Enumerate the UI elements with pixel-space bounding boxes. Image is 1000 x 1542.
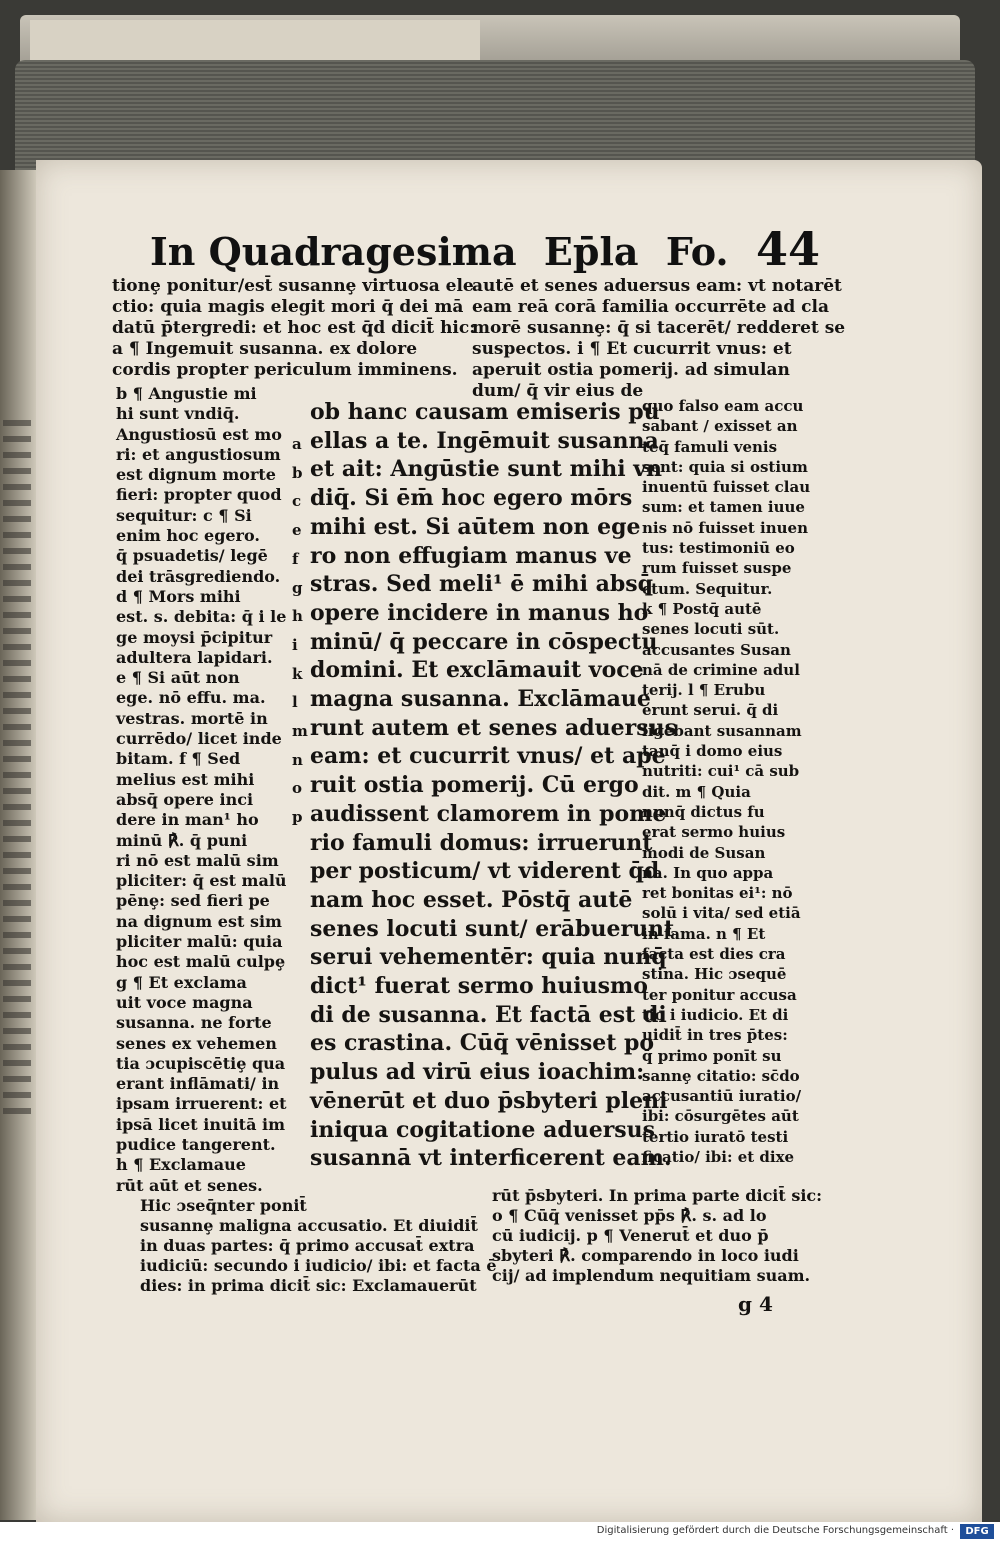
main-text-line: opere incidere in manus ho <box>310 599 649 626</box>
main-text-line: ruit ostia pomerij. Cū ergo <box>310 772 639 799</box>
commentary-line: susannȩ maligna accusatio. Et diuidit̄ <box>140 1216 478 1235</box>
gloss-line: solū i vita/ sed etiā <box>642 904 801 923</box>
commentary-line: in duas partes: q̄ primo accusat̄ extra <box>140 1236 475 1255</box>
signature-mark: g 4 <box>738 1292 773 1316</box>
gloss-line: ege. nō effu. ma. <box>116 688 266 708</box>
gloss-line: erunt serui. q̄ di <box>642 701 779 720</box>
gloss-line: senes locuti sūt. <box>642 620 780 639</box>
gloss-line: rūt aūt et senes. <box>116 1175 263 1195</box>
gloss-marker: a <box>292 435 302 453</box>
main-text-line: et ait: Angūstie sunt mihi vn <box>310 456 662 483</box>
gloss-line: tertio iuratō testi <box>642 1127 789 1146</box>
commentary-line: cordis propter periculum imminens. <box>112 360 458 380</box>
commentary-line: cū iudicij. p ¶ Venerut̄ et duo p̄ <box>492 1226 769 1245</box>
gloss-line: na. In quo appa <box>642 863 774 882</box>
main-text-line: per posticum/ vt viderent q̄d <box>310 858 660 885</box>
gloss-line: sent: quia si ostium <box>642 457 808 476</box>
footer-credit: Digitalisierung gefördert durch die Deutsche Forschungsgemeinschaft · <box>596 1525 954 1536</box>
main-text-line: runt autem et senes aduersus <box>310 714 677 741</box>
gloss-line: ligebant susannam <box>642 721 802 740</box>
main-text-line: ellas a te. Ingēmuit susanna <box>310 427 659 454</box>
gloss-line: dei trāsgrediendo. <box>116 566 281 586</box>
book-top-label <box>30 20 480 60</box>
gloss-line: senes ex vehemen <box>116 1033 277 1053</box>
gloss-line: inuentū fuisset clau <box>642 478 811 497</box>
commentary-line: o ¶ Cūq̄ venisset pp̄s ℟. s. ad lo <box>492 1206 767 1225</box>
main-text-line: diq̄. Si ēm̄ hoc egero mōrs <box>310 485 633 512</box>
gloss-line: ibi: cōsurgētes aūt <box>642 1107 799 1126</box>
commentary-line: morē susannȩ: q̄ si tacerēt/ redderet se <box>472 318 846 338</box>
commentary-line: dies: in prima dicit̄ sic: Exclamauerūt <box>140 1276 477 1295</box>
main-text-line: pulus ad virū eius ioachim: <box>310 1059 645 1086</box>
commentary-top-left <box>112 276 476 381</box>
gloss-marker: p <box>292 808 303 827</box>
gloss-line: ficatio/ ibi: et dixe <box>642 1147 795 1166</box>
gloss-line: tus: testimoniū eo <box>642 539 795 558</box>
main-text-line: dict¹ fuerat sermo huiusmo <box>310 973 648 1000</box>
gloss-marker: i <box>292 635 298 654</box>
commentary-line: aperuit ostia pomerij. ad simulan <box>472 360 790 380</box>
commentary-line: dum/ q̄ vir eius de <box>472 381 644 401</box>
gloss-line: erat sermo huius <box>642 823 786 842</box>
gloss-line: tanq̄ i domo eius <box>642 742 783 761</box>
commentary-line: suspectos. i ¶ Et cucurrit vnus: et <box>472 339 792 359</box>
running-head <box>150 222 820 276</box>
running-head-title: In Quadragesima <box>150 229 517 274</box>
gloss-marker: o <box>292 779 303 798</box>
commentary-line: datū p̄tergredi: et hoc est q̄d dicit̄ hic: <box>112 318 476 338</box>
gloss-line: pliciter: q̄ est malū <box>116 871 287 891</box>
gloss-marker: k <box>292 664 303 683</box>
page-block-edge <box>15 60 975 170</box>
gloss-marker: b <box>292 463 303 482</box>
commentary-line: eam reā corā familia occurrēte ad cla <box>472 297 830 317</box>
gloss-line: ri nō est malū sim <box>116 850 279 870</box>
gloss-line: h ¶ Exclamaue <box>116 1155 246 1175</box>
commentary-line: rūt p̄sbyteri. In prima parte dicit̄ sic: <box>492 1186 823 1205</box>
main-text-line: vēnerūt et duo p̄sbyteri pleni <box>310 1087 668 1114</box>
main-text-line: senes locuti sunt/ erābuerunt <box>310 915 675 942</box>
main-text-line: audissent clamorem in pome <box>310 800 667 827</box>
gloss-line: b ¶ Angustie mi <box>116 384 257 403</box>
facing-page <box>0 170 40 1520</box>
main-text-line: es crastina. Cūq̄ vēnisset po <box>310 1030 655 1057</box>
gloss-line: sannȩ citatio: sc̄do <box>642 1066 800 1085</box>
main-text-line: magna susanna. Exclāmaue <box>310 686 651 713</box>
gloss-line: ipsam irruerent: et <box>116 1094 287 1114</box>
gloss-line: stina. Hic ɔsequē <box>642 965 787 984</box>
gloss-line: enim hoc egero. <box>116 526 260 546</box>
gloss-line: nis nō fuisset inuen <box>642 518 809 537</box>
gloss-line: dere in man¹ ho <box>116 810 259 830</box>
gloss-line: na dignum est sim <box>116 911 282 931</box>
running-head-folio: Fo. <box>665 229 729 274</box>
main-markers <box>292 430 308 832</box>
commentary-line: a ¶ Ingemuit susanna. ex dolore <box>112 339 418 359</box>
folio-number: 44 <box>755 222 820 276</box>
main-text-line: ro non effugiam manus ve <box>310 542 632 569</box>
main-text-line: serui vehementēr: quia nunq̄ <box>310 944 667 971</box>
gloss-line: sum: et tamen iuue <box>642 498 805 517</box>
gloss-line: ter ponitur accusa <box>642 985 797 1004</box>
gloss-line: uidit̄ in tres p̄tes: <box>642 1026 788 1045</box>
main-text-line: susannā vt interficerent eam. <box>310 1145 672 1172</box>
gloss-line: ge moysi p̄cipitur <box>116 627 273 647</box>
main-text-line: nam hoc esset. Pōstq̄ autē <box>310 886 633 913</box>
gloss-line: nunq̄ dictus fu <box>642 802 765 821</box>
gloss-line: absq̄ opere inci <box>116 789 254 809</box>
gloss-left <box>116 384 287 1196</box>
commentary-line: autē et senes aduersus eam: vt notarēt <box>472 276 842 296</box>
gloss-line: melius est mihi <box>116 769 255 789</box>
gloss-line: bitam. f ¶ Sed <box>116 749 241 769</box>
gloss-line: rum fuisset suspe <box>642 559 792 578</box>
gloss-line: teq̄ famuli venis <box>642 437 778 456</box>
gloss-line: modi de Susan <box>642 843 766 862</box>
gloss-line: pliciter malū: quia <box>116 932 283 952</box>
gloss-line: accusantiū iuratio/ <box>642 1087 802 1106</box>
gloss-line: ipsā licet inuitā im <box>116 1114 286 1134</box>
gloss-marker: g <box>292 578 303 597</box>
gloss-marker: l <box>292 693 298 712</box>
commentary-bottom-left <box>140 1196 497 1296</box>
gloss-line: tio i iudicio. Et di <box>642 1005 789 1024</box>
commentary-line: Hic ɔseq̄nter ponit̄ <box>140 1196 307 1215</box>
gloss-line: ret bonitas ei¹: nō <box>642 884 793 903</box>
commentary-bottom-right <box>492 1186 822 1286</box>
gloss-marker: f <box>292 549 299 568</box>
commentary-line: tionȩ ponitur/est̄ susannȩ virtuosa ele <box>112 276 474 296</box>
main-text-line: ob hanc causam emiseris pu <box>310 399 660 425</box>
gloss-line: uit voce magna <box>116 992 253 1012</box>
gloss-marker: c <box>292 492 302 511</box>
gloss-line: q̄ psuadetis/ legē <box>116 546 268 566</box>
gloss-line: q̄ primo ponīt su <box>642 1046 782 1065</box>
gloss-line: in fama. n ¶ Et <box>642 924 766 943</box>
gloss-line: k ¶ Postq̄ autē <box>642 599 762 618</box>
gloss-line: d ¶ Mors mihi <box>116 586 241 606</box>
digitization-footer <box>0 1522 1000 1542</box>
main-text-line: rio famuli domus: irruerunt <box>310 829 653 856</box>
gloss-line: facta est dies cra <box>642 945 786 964</box>
gloss-line: fieri: propter quod <box>116 485 282 505</box>
gloss-line: pēnȩ: sed fieri pe <box>116 891 270 911</box>
gloss-marker: h <box>292 607 303 626</box>
facing-page-text <box>3 420 31 1120</box>
gloss-marker: m <box>292 722 308 741</box>
gloss-line: susanna. ne forte <box>116 1013 272 1033</box>
commentary-line: iudiciū: secundo i iudicio/ ibi: et facta ē <box>140 1256 497 1275</box>
commentary-line: sbyteri ℟. comparendo in loco iudi <box>492 1246 799 1265</box>
gloss-line: pudice tangerent. <box>116 1134 276 1154</box>
gloss-line: est. s. debita: q̄ i le <box>116 607 287 627</box>
gloss-line: e ¶ Si aūt non <box>116 668 240 688</box>
gloss-marker: e <box>292 521 302 540</box>
gloss-marker: n <box>292 750 303 769</box>
dfg-logo: DFG <box>960 1524 994 1539</box>
gloss-line: sequitur: c ¶ Si <box>116 505 252 525</box>
running-head-epla: Ep̄la <box>543 229 639 274</box>
gloss-right <box>642 396 810 1167</box>
gloss-line: sabant / exisset an <box>642 417 798 436</box>
commentary-line: ctio: quia magis elegit mori q̄ dei mā <box>112 297 464 317</box>
gloss-line: ctum. Sequitur. <box>642 579 773 598</box>
gloss-line: quo falso eam accu <box>642 397 804 415</box>
main-text-line: eam: et cucurrit vnus/ et ape <box>310 743 666 770</box>
gloss-line: nā de crimine adul <box>642 660 800 679</box>
gloss-line: hi sunt vndiq̄. <box>116 404 240 424</box>
gloss-line: currēdo/ licet inde <box>116 729 282 749</box>
main-text-line: minū/ q̄ peccare in cōspectu <box>310 628 658 655</box>
main-text-line: iniqua cogitatione aduersus <box>310 1116 656 1143</box>
commentary-top-right <box>472 276 845 402</box>
gloss-line: dit. m ¶ Quia <box>642 782 751 801</box>
main-text-line: mihi est. Si aūtem non ege <box>310 513 641 540</box>
gloss-line: vestras. mortē in <box>116 708 268 728</box>
commentary-line: cij/ ad implendum nequitiam suam. <box>492 1266 811 1285</box>
main-text <box>310 398 677 1173</box>
gloss-line: est dignum morte <box>116 465 276 485</box>
gloss-line: minū ℟. q̄ puni <box>116 830 248 850</box>
gloss-line: tia ɔcupiscētiȩ qua <box>116 1053 286 1073</box>
gloss-line: hoc est malū culpȩ <box>116 952 286 972</box>
main-text-line: domini. Et exclāmauit voce <box>310 657 644 684</box>
gloss-line: terij. l ¶ Erubu <box>642 681 766 700</box>
gloss-line: Angustiosū est mo <box>116 424 282 444</box>
gloss-line: nutriti: cui¹ cā sub <box>642 762 800 781</box>
gloss-line: ri: et angustiosum <box>116 444 281 464</box>
gloss-line: adultera lapidari. <box>116 647 273 667</box>
main-text-line: stras. Sed meli¹ ē mihi absq̄ <box>310 571 654 598</box>
main-text-line: di de susanna. Et factā est di <box>310 1001 667 1028</box>
gloss-line: g ¶ Et exclama <box>116 972 247 992</box>
gloss-line: accusantes Susan <box>642 640 791 659</box>
gloss-line: erant inflāmati/ in <box>116 1074 280 1094</box>
